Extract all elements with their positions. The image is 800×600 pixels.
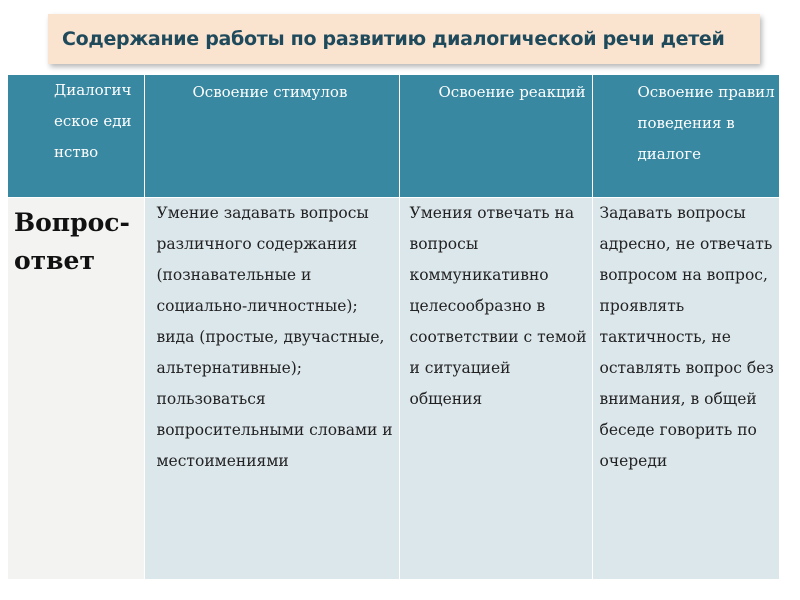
header-cell-dialog-unit: [8, 75, 144, 197]
header-cell-rules: [592, 75, 779, 197]
content-table: [8, 75, 779, 579]
header-cell-reactions: [399, 75, 592, 197]
table-row: [8, 197, 779, 579]
header-cell-stimuli: [144, 75, 399, 197]
header-label: Освоение стимулов: [192, 83, 348, 101]
stimuli-cell: Умение задавать вопросы различного содержания (познавательные и социально-личностные); вида (простые, двучастные, альтернативные); пользоваться вопросительными словами и местоимениями: [144, 197, 399, 579]
header-label: Освоение реакций: [438, 83, 586, 101]
row-label-cell: Вопрос-ответ: [8, 197, 144, 579]
slide-title: Содержание работы по развитию диалогической речи детей: [62, 28, 725, 50]
title-box: [48, 14, 760, 64]
header-label: Диалогическое единство: [54, 81, 132, 161]
header-label: Освоение правил поведения в диалоге: [637, 83, 775, 163]
reactions-cell: Умения отвечать на вопросы коммуникативно целесообразно в соответствии с темой и ситуацией общения: [399, 197, 592, 579]
rules-cell: Задавать вопросы адресно, не отвечать вопросом на вопрос, проявлять тактичность, не оставлять вопрос без внимания, в общей беседе говорить по очереди: [592, 197, 779, 579]
table-header-row: [8, 75, 779, 197]
